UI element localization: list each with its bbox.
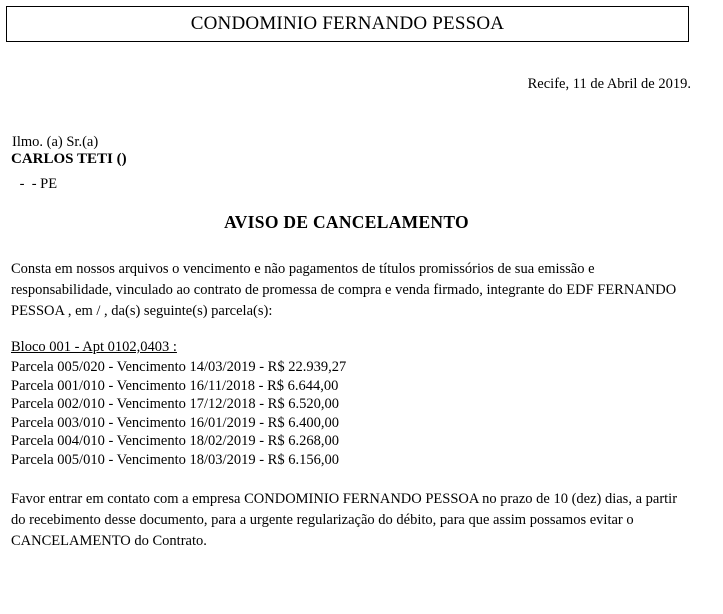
notice-title: AVISO DE CANCELAMENTO bbox=[224, 212, 469, 232]
closing-paragraph: Favor entrar em contato com a empresa CONDOMINIO FERNANDO PESSOA no prazo de 10 (dez) dias, a partir do recebimento desse documento, para a urgente regularização do débito, para que assim possamos evitar o CANCELAMENTO do Contrato. bbox=[11, 491, 678, 549]
installment-list bbox=[11, 358, 346, 469]
installment-row: Parcela 005/020 - Vencimento 14/03/2019 - R$ 22.939,27 bbox=[11, 359, 347, 375]
recipient-city-line: - - PE bbox=[16, 176, 58, 192]
recipient-name: CARLOS TETI () bbox=[11, 151, 127, 167]
installment-row: Parcela 004/010 - Vencimento 18/02/2019 - R$ 6.268,00 bbox=[11, 433, 339, 449]
installment-row: Parcela 001/010 - Vencimento 16/11/2018 - R$ 6.644,00 bbox=[11, 377, 339, 394]
block-heading: Bloco 001 - Apt 0102,0403 : bbox=[11, 339, 177, 355]
installment-row: Parcela 005/010 - Vencimento 18/03/2019 - R$ 6.156,00 bbox=[11, 451, 339, 468]
installment-row: Parcela 002/010 - Vencimento 17/12/2018 - R$ 6.520,00 bbox=[11, 396, 339, 412]
salutation: Ilmo. (a) Sr.(a) bbox=[12, 134, 99, 150]
intro-paragraph: Consta em nossos arquivos o vencimento e não pagamentos de títulos promissórios de sua emissão e responsabilidade, vinculado ao contrato de promessa de compra e venda firmado, integrante do EDF FERNANDO PESSOA , em / , da(s) seguinte(s) parcela(s): bbox=[11, 261, 677, 319]
letterhead-title: CONDOMINIO FERNANDO PESSOA bbox=[6, 6, 689, 42]
installment-row: Parcela 003/010 - Vencimento 16/01/2019 - R$ 6.400,00 bbox=[11, 414, 339, 431]
date-line: Recife, 11 de Abril de 2019. bbox=[527, 76, 691, 92]
